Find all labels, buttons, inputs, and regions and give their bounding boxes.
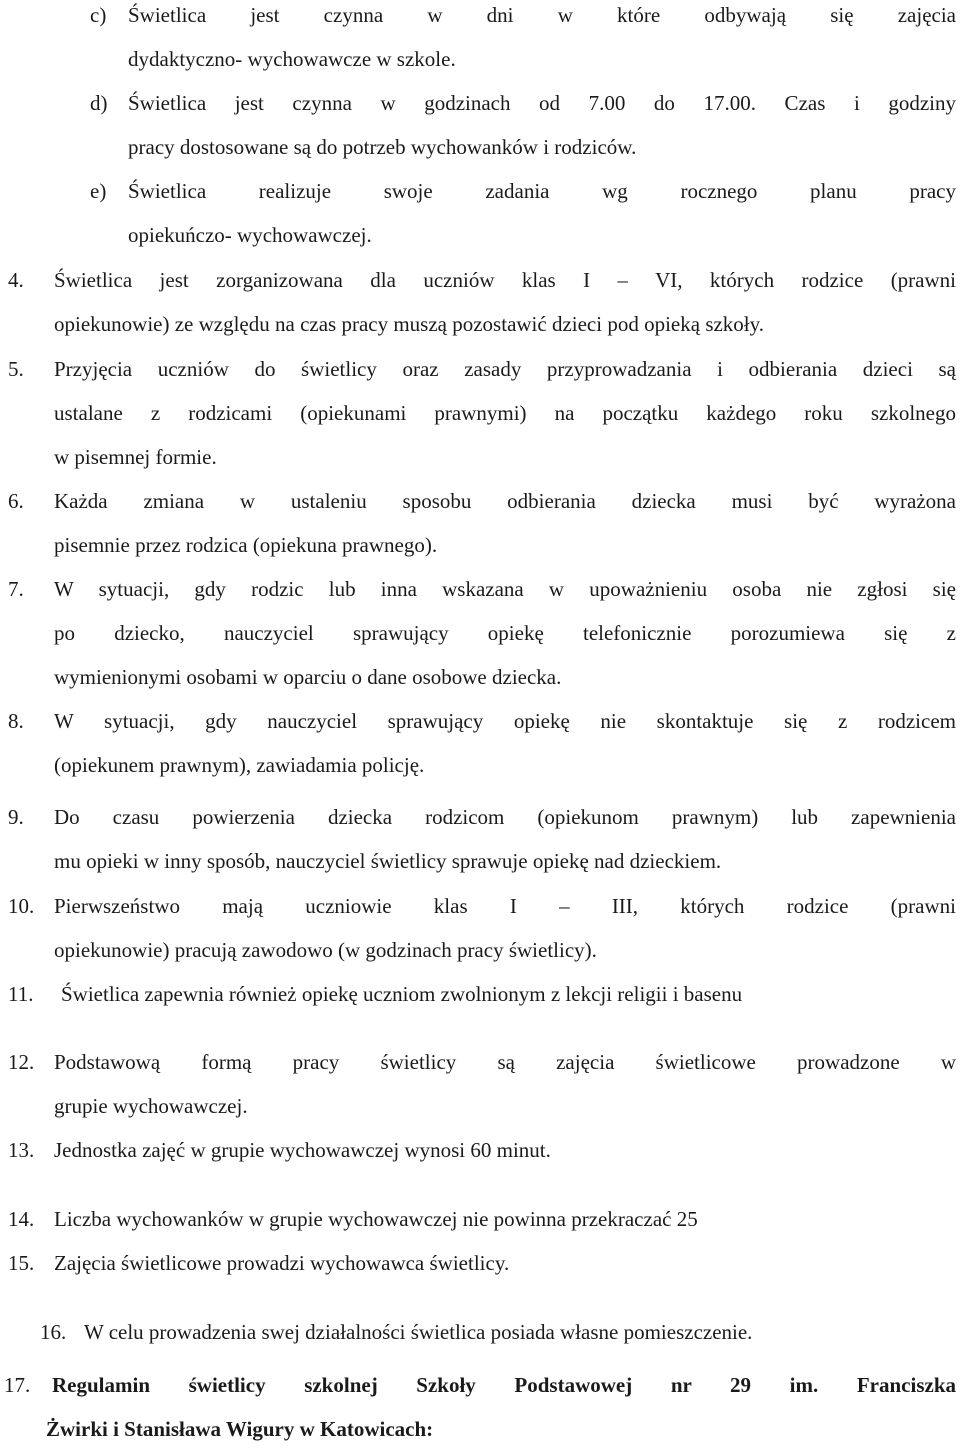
list-item-6 [8, 479, 956, 567]
list-item-number: c) [90, 3, 107, 27]
list-item-text-line: po dziecko, nauczyciel sprawujący opiekę telefonicznie porozumiewa się z [54, 621, 956, 645]
list-item-5 [8, 347, 956, 479]
list-item-number: 15. [8, 1251, 35, 1275]
list-item-text-line: wymienionymi osobami w oparciu o dane osobowe dziecka. [54, 665, 562, 689]
list-item-11 [8, 972, 956, 1016]
list-item-16 [40, 1310, 956, 1354]
list-item-text-line: Podstawową formą pracy świetlicy są zajęcia świetlicowe prowadzone w [54, 1050, 956, 1074]
list-item-text-line: pisemnie przez rodzica (opiekuna prawnego). [54, 533, 438, 557]
list-item-number: 17. [4, 1373, 31, 1397]
list-item-number: 10. [8, 894, 35, 918]
list-item-number: 13. [8, 1138, 35, 1162]
list-item-text-line: Żwirki i Stanisława Wigury w Katowicach: [46, 1417, 434, 1441]
list-item-text-line: W celu prowadzenia swej działalności świetlica posiada własne pomieszczenie. [84, 1320, 753, 1344]
list-item-text-line: pracy dostosowane są do potrzeb wychowanków i rodziców. [128, 135, 637, 159]
list-item-text-line: Regulamin świetlicy szkolnej Szkoły Podstawowej nr 29 im. Franciszka [52, 1373, 956, 1397]
list-item-text-line: Świetlica jest zorganizowana dla uczniów klas I – VI, których rodzice (prawni [54, 268, 956, 292]
list-item-number: d) [90, 91, 108, 115]
list-item-10 [8, 884, 956, 972]
list-item-text-line: grupie wychowawczej. [54, 1094, 248, 1118]
list-item-number: 11. [8, 982, 34, 1006]
list-item-7 [8, 567, 956, 699]
list-item-text-line: Każda zmiana w ustaleniu sposobu odbierania dziecka musi być wyrażona [54, 489, 956, 513]
list-item-text-line: Pierwszeństwo mają uczniowie klas I – III, których rodzice (prawni [54, 894, 956, 918]
list-item-text-line: Świetlica jest czynna w dni w które odbywają się zajęcia [128, 3, 956, 27]
list-item-text-line: ustalane z rodzicami (opiekunami prawnymi) na początku każdego roku szkolnego [54, 401, 956, 425]
list-item-number: 14. [8, 1207, 35, 1231]
list-item-text-line: Świetlica jest czynna w godzinach od 7.00 do 17.00. Czas i godziny [128, 91, 956, 115]
list-item-text-line: dydaktyczno- wychowawcze w szkole. [128, 47, 456, 71]
list-item-13 [8, 1128, 956, 1172]
list-item-17 [4, 1363, 956, 1451]
list-item-text-line: Świetlica realizuje swoje zadania wg rocznego planu pracy [128, 179, 956, 203]
list-item-12 [8, 1040, 956, 1128]
list-item-number: 7. [8, 577, 24, 601]
list-item-number: 5. [8, 357, 24, 381]
list-item-number: 6. [8, 489, 24, 513]
list-item-text-line: Jednostka zajęć w grupie wychowawczej wynosi 60 minut. [54, 1138, 551, 1162]
list-item-number: e) [90, 179, 107, 203]
list-item-text-line: w pisemnej formie. [54, 445, 217, 469]
list-item-text-line: opiekunowie) pracują zawodowo (w godzinach pracy świetlicy). [54, 938, 597, 962]
list-item-text-line: Zajęcia świetlicowe prowadzi wychowawca świetlicy. [54, 1251, 510, 1275]
list-item-text-line: Do czasu powierzenia dziecka rodzicom (opiekunom prawnym) lub zapewnienia [54, 805, 956, 829]
list-item-9 [8, 795, 956, 883]
list-item-text-line: Przyjęcia uczniów do świetlicy oraz zasady przyprowadzania i odbierania dzieci są [54, 357, 956, 381]
list-item-14 [8, 1197, 956, 1241]
list-item-text-line: W sytuacji, gdy rodzic lub inna wskazana w upoważnieniu osoba nie zgłosi się [54, 577, 956, 601]
list-item-text-line: Liczba wychowanków w grupie wychowawczej nie powinna przekraczać 25 [54, 1207, 698, 1231]
list-item-number: 16. [40, 1320, 67, 1344]
list-item-text-line: (opiekunem prawnym), zawiadamia policję. [54, 753, 425, 777]
list-item-text-line: mu opieki w inny sposób, nauczyciel świetlicy sprawuje opiekę nad dzieckiem. [54, 849, 722, 873]
list-item-8 [8, 699, 956, 787]
list-item-number: 9. [8, 805, 24, 829]
list-item-text-line: Świetlica zapewnia również opiekę uczniom zwolnionym z lekcji religii i basenu [61, 982, 743, 1006]
list-item-number: 4. [8, 268, 24, 292]
list-item-c [90, 0, 956, 81]
list-item-number: 8. [8, 709, 24, 733]
list-item-text-line: opiekuńczo- wychowawczej. [128, 223, 372, 247]
list-item-number: 12. [8, 1050, 35, 1074]
list-item-15 [8, 1241, 956, 1285]
list-item-text-line: opiekunowie) ze względu na czas pracy muszą pozostawić dzieci pod opieką szkoły. [54, 312, 765, 336]
list-item-d [90, 81, 956, 169]
list-item-text-line: W sytuacji, gdy nauczyciel sprawujący opiekę nie skontaktuje się z rodzicem [54, 709, 956, 733]
list-item-4 [8, 258, 956, 346]
list-item-e [90, 169, 956, 257]
